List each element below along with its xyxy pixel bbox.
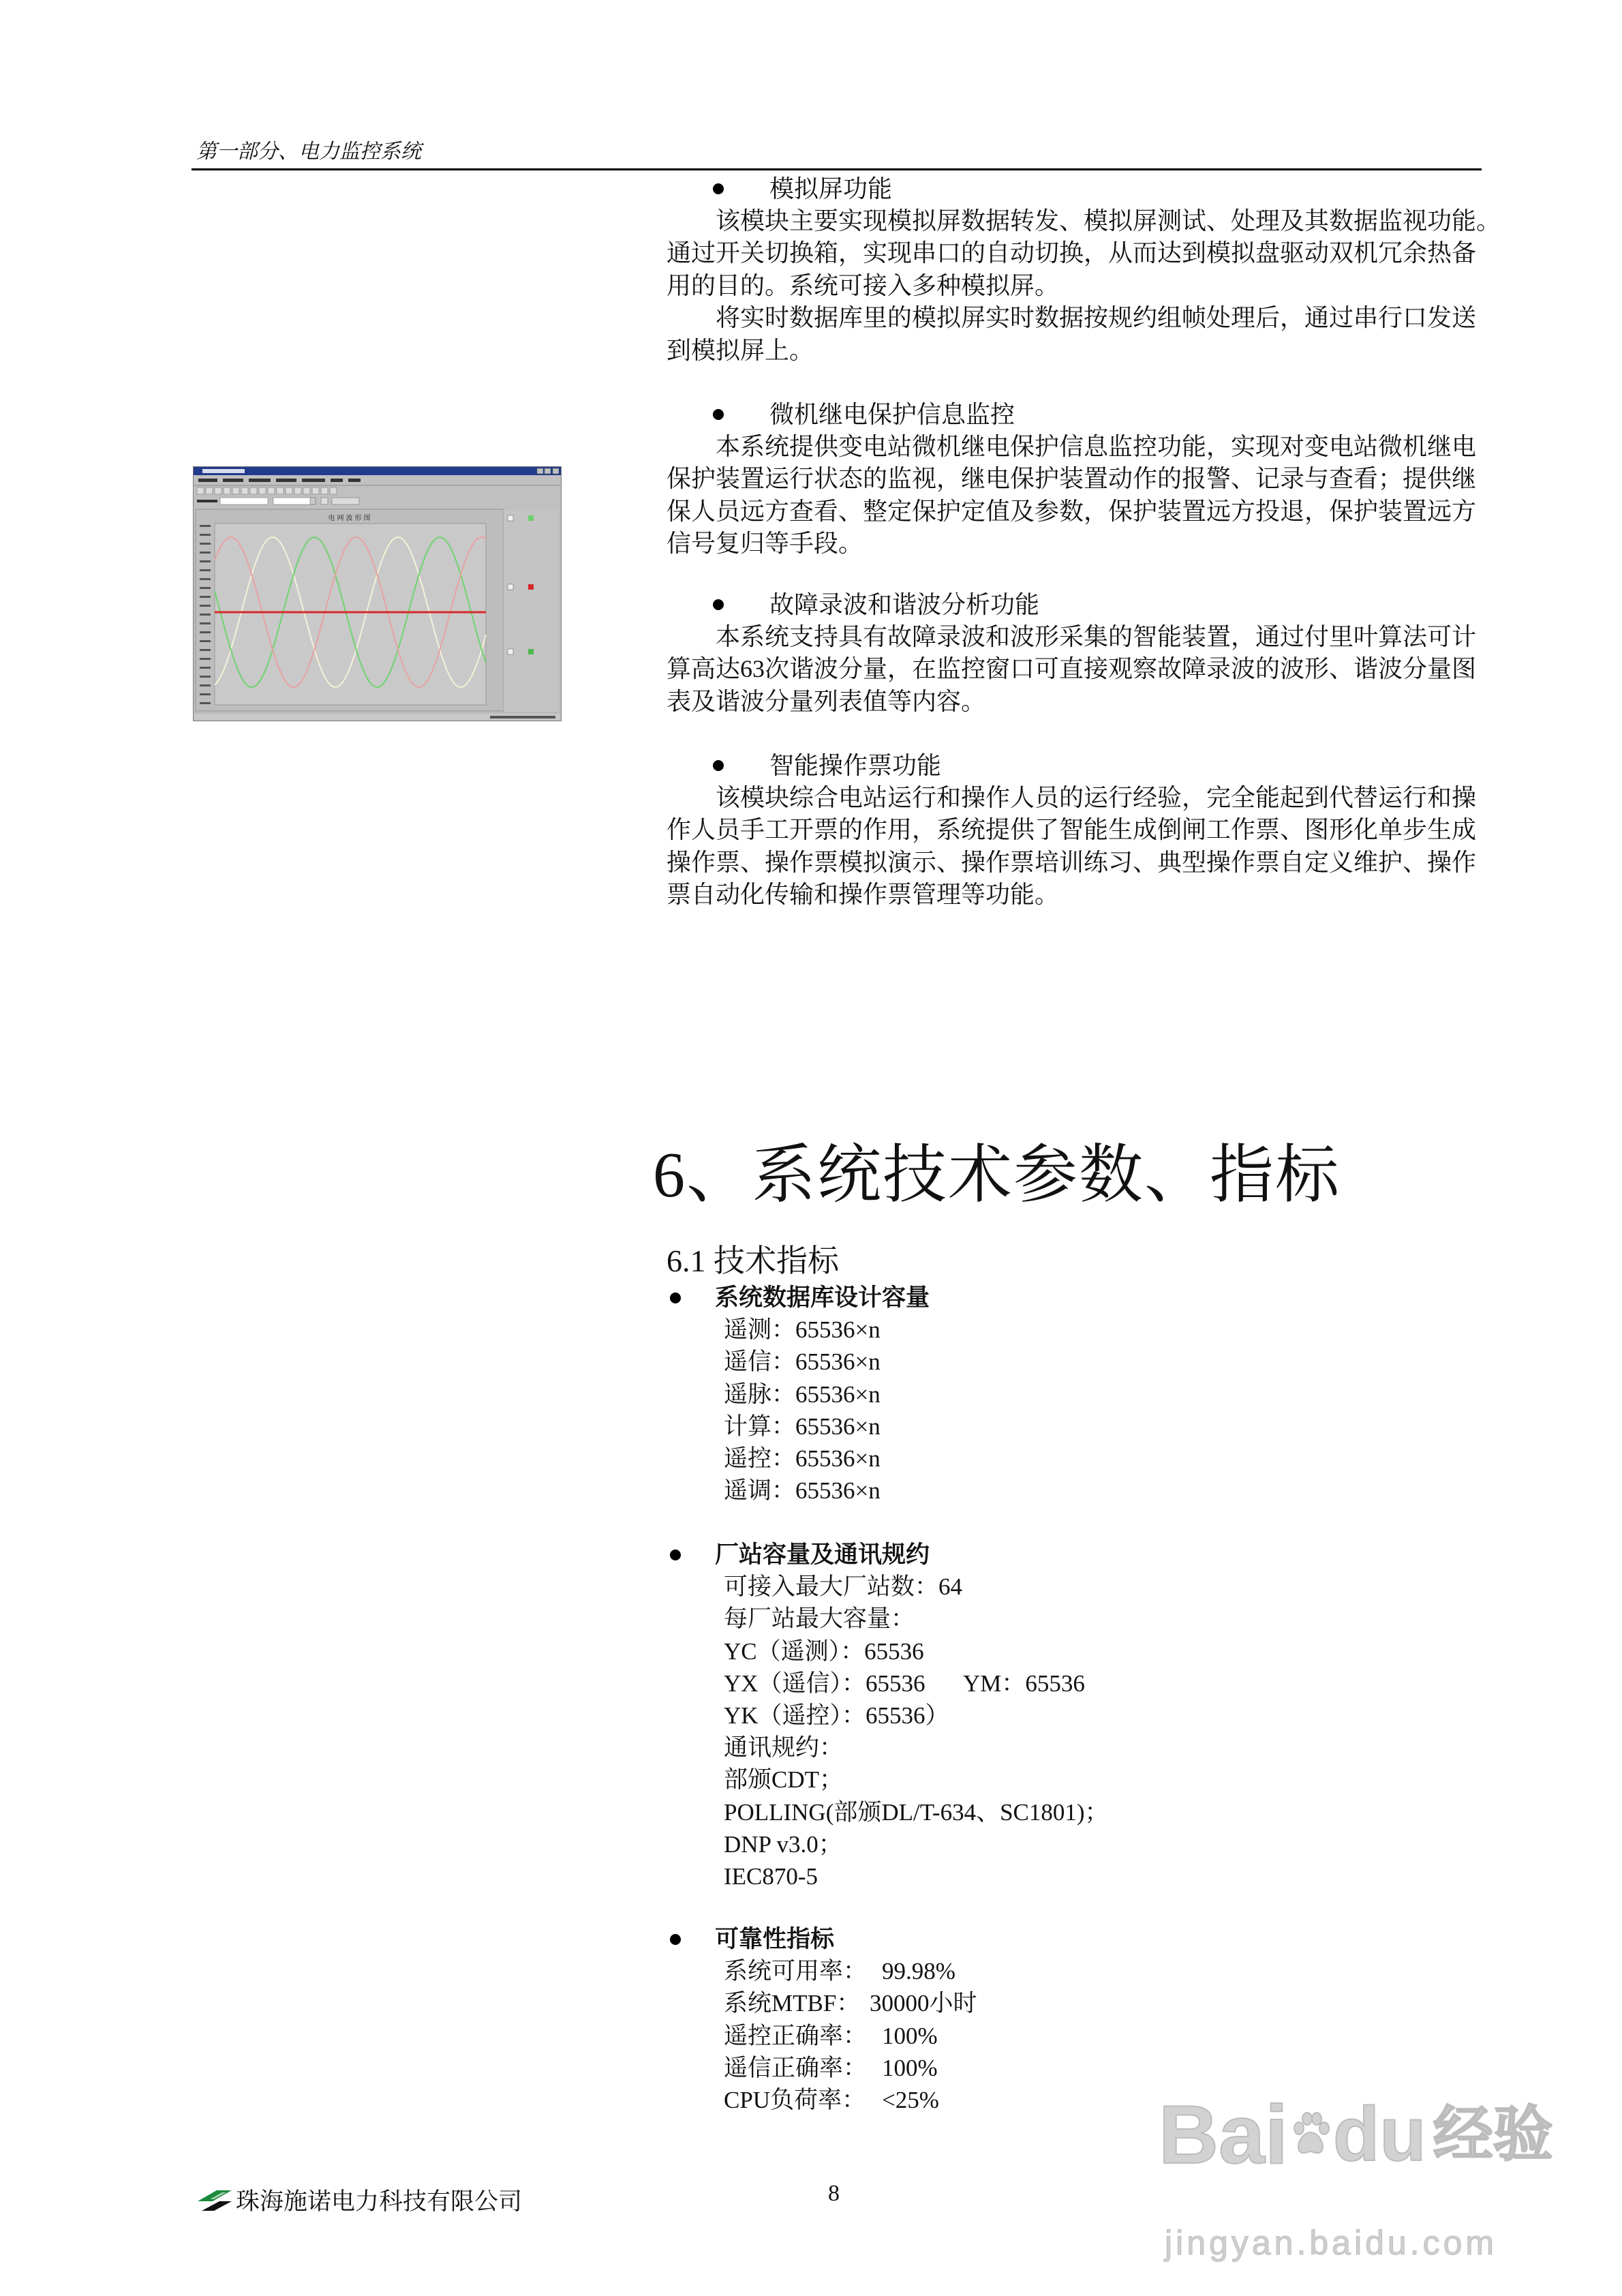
y-axis-tick-label [200, 658, 211, 660]
y-axis-tick-label [200, 569, 211, 571]
maximize-icon [545, 468, 551, 474]
minimize-icon [537, 468, 543, 474]
y-axis-tick-label [200, 667, 211, 669]
plot-area [215, 524, 486, 705]
bullet-icon [713, 183, 724, 194]
y-axis-tick-label [200, 684, 211, 686]
filter-toolbar [197, 498, 359, 504]
group-heading-text: 系统数据库设计容量 [715, 1284, 930, 1311]
watermark-logo [1159, 2090, 1553, 2179]
y-axis-tick-label [200, 693, 211, 695]
y-axis-tick-label [200, 578, 211, 580]
paragraph-line: 本系统提供变电站微机继电保护信息监控功能，实现对变电站微机继电 [716, 432, 1477, 460]
feature-heading [667, 588, 1505, 621]
list-item: YC（遥测）：65536 [724, 1637, 924, 1665]
paragraph-line: 保护装置运行状态的监视，继电保护装置动作的报警、记录与查看；提供继 [667, 465, 1477, 493]
group-heading-text: 厂站容量及通讯规约 [715, 1541, 930, 1568]
feature-heading-text: 微机继电保护信息监控 [769, 400, 1015, 428]
waveform-screenshot [193, 466, 562, 721]
watermark-brand-right: du [1332, 2091, 1426, 2177]
y-axis-tick-label [200, 640, 211, 642]
list-item: 计算：65536×n [724, 1413, 881, 1440]
paragraph-line: 用的目的。系统可接入多种模拟屏。 [667, 271, 1060, 299]
paragraph-line: 到模拟屏上。 [667, 336, 814, 364]
list-item: 遥信：65536×n [724, 1348, 881, 1376]
feature-heading-text: 模拟屏功能 [769, 175, 893, 202]
list-item: 遥脉：65536×n [724, 1380, 881, 1408]
y-axis-tick-label [200, 622, 211, 624]
feature-heading-text: 智能操作票功能 [769, 751, 942, 779]
y-axis-tick-label [200, 605, 211, 607]
watermark-url: jingyan.baidu.com [1165, 2224, 1498, 2262]
feature-heading [667, 749, 1505, 782]
watermark-brand-cn: 经验 [1433, 2100, 1553, 2168]
y-axis-tick-label [200, 587, 211, 589]
bullet-icon [670, 1934, 681, 1945]
list-item: 可接入最大厂站数：64 [724, 1573, 963, 1601]
ym-value: YM：65536 [963, 1670, 1085, 1697]
reliability-row [667, 2052, 1484, 2084]
window-title-text [202, 469, 245, 473]
list-item: 每厂站最大容量： [724, 1605, 915, 1633]
reliability-row [667, 2020, 1484, 2052]
feature-operation-ticket [667, 749, 1505, 911]
metric-label: 系统MTBF： [724, 1990, 861, 2017]
paragraph-line: 本系统支持具有故障录波和波形采集的智能装置，通过付里叶算法可计 [716, 622, 1477, 650]
capacity-group [667, 1282, 1484, 1507]
feature-heading-text: 故障录波和谐波分析功能 [769, 590, 1040, 618]
paragraph-line: 操作票、操作票模拟演示、操作票培训练习、典型操作票自定义维护、操作 [667, 848, 1477, 876]
yx-value: YX（遥信）：65536 [724, 1670, 925, 1697]
y-axis-tick-label [200, 676, 211, 678]
close-icon [553, 468, 559, 474]
list-item [667, 1667, 1484, 1700]
group-heading-text: 可靠性指标 [715, 1926, 835, 1952]
list-item: 遥控：65536×n [724, 1445, 881, 1472]
bullet-icon [670, 1550, 681, 1560]
feature-relay-protection [667, 398, 1505, 560]
metric-label: 遥信正确率： [724, 2054, 868, 2081]
bullet-icon [713, 409, 724, 420]
group-heading [667, 1282, 1484, 1314]
metric-label: 遥控正确率： [724, 2022, 868, 2049]
metric-value: <25% [882, 2086, 939, 2113]
paragraph-line: 保人员远方查看、整定保护定值及参数，保护装置远方投退，保护装置远方 [667, 497, 1477, 525]
y-axis-tick-label [200, 543, 211, 545]
reliability-group [667, 1923, 1484, 2116]
paragraph-line: 算高达63次谐波分量，在监控窗口可直接观察故障录波的波形、谐波分量图 [667, 655, 1477, 683]
feature-fault-recording [667, 588, 1505, 718]
bullet-icon [670, 1293, 681, 1303]
y-axis-tick-label [200, 534, 211, 536]
paragraph-line: 信号复归等手段。 [667, 530, 863, 558]
list-item: 遥调：65536×n [724, 1477, 881, 1505]
stations-group [667, 1539, 1484, 1892]
paragraph-line: 通过开关切换箱，实现串口的自动切换，从而达到模拟盘驱动双机冗余热备 [667, 239, 1477, 267]
paragraph-line: 票自动化传输和操作票管理等功能。 [667, 881, 1060, 909]
metric-value: 100% [882, 2022, 938, 2049]
paw-icon [1291, 2111, 1330, 2158]
bullet-icon [713, 760, 724, 771]
group-heading [667, 1923, 1484, 1955]
reliability-row [667, 1987, 1484, 2019]
watermark-brand-left: Bai [1159, 2088, 1288, 2181]
section-title: 6、系统技术参数、指标 [653, 1140, 1341, 1211]
metric-label: 系统可用率： [724, 1958, 868, 1985]
metric-label: CPU负荷率： [724, 2086, 866, 2113]
paragraph-line: 将实时数据库里的模拟屏实时数据按规约组帧处理后，通过串行口发送 [716, 304, 1477, 332]
y-axis-tick-label [200, 560, 211, 562]
paragraph-line: 作人员手工开票的作用，系统提供了智能生成倒闸工作票、图形化单步生成 [667, 816, 1477, 844]
y-axis-tick-label [200, 702, 211, 704]
company-name: 珠海施诺电力科技有限公司 [236, 2188, 523, 2215]
protocol-item: 部颁CDT； [724, 1766, 844, 1794]
bullet-icon [713, 599, 724, 610]
feature-heading [667, 398, 1505, 431]
metric-value: 30000小时 [870, 1990, 977, 2017]
list-item: 通讯规约： [724, 1734, 844, 1762]
paragraph-line: 表及谐波分量列表值等内容。 [667, 687, 986, 715]
list-item: YK（遥控）：65536） [724, 1702, 949, 1729]
y-axis-labels [200, 525, 211, 704]
reliability-row [667, 1955, 1484, 1987]
paragraph-line: 该模块主要实现模拟屏数据转发、模拟屏测试、处理及其数据监视功能。 [716, 207, 1501, 235]
status-text [490, 716, 555, 719]
waveform-chart-title: 电网波形图 [328, 515, 373, 522]
running-header: 第一部分、电力监控系统 [196, 140, 421, 163]
feature-heading [667, 172, 1505, 205]
y-axis-tick-label [200, 525, 211, 527]
company-logo-icon [196, 2187, 233, 2214]
subsection-title: 6.1 技术指标 [667, 1243, 839, 1278]
metric-value: 100% [882, 2054, 938, 2081]
group-heading [667, 1539, 1484, 1571]
protocol-item: DNP v3.0； [724, 1830, 842, 1858]
header-rule [192, 168, 1482, 170]
y-axis-tick-label [200, 596, 211, 598]
feature-simulation-screen [667, 172, 1505, 367]
y-axis-tick-label [200, 552, 211, 554]
list-item: 遥测：65536×n [724, 1316, 881, 1344]
legend-panel [504, 509, 558, 711]
paragraph-line: 该模块综合电站运行和操作人员的运行经验，完全能起到代替运行和操 [716, 783, 1477, 811]
y-axis-tick-label [200, 631, 211, 633]
window-title-bar [194, 467, 561, 475]
y-axis-tick-label [200, 614, 211, 616]
metric-value: 99.98% [882, 1958, 955, 1985]
y-axis-tick-label [200, 649, 211, 651]
page-number: 8 [828, 2181, 840, 2206]
protocol-item: POLLING(部颁DL/T-634、SC1801)； [724, 1798, 1109, 1826]
protocol-item: IEC870-5 [724, 1862, 818, 1890]
